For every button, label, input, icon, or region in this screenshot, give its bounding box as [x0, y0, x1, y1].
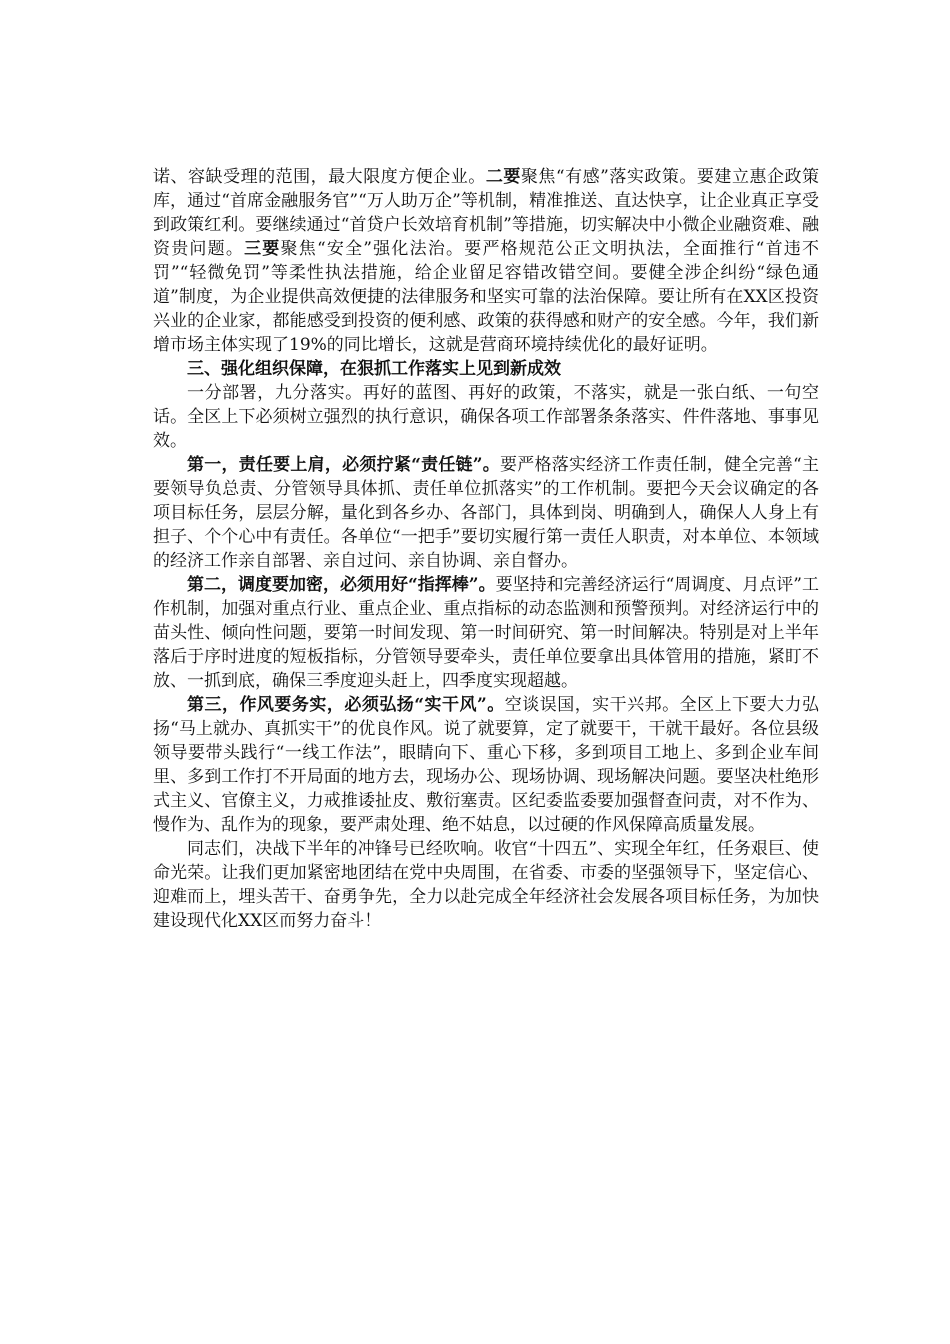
paragraph-text: 空谈误国，实干兴邦。全区上下要大力弘扬“马上就办、真抓实干”的优良作风。说了就要算，定了就要干，干就干最好。各位县级领导要带头践行“一线工作法”，眼睛向下、重心下移，多到项目工地上、多到企业车间里、多到工作打不开局面的地方去，现场办公、现场协调、现场解决问题。要坚决杜绝形式主义、官僚主义，力戒推诿扯皮、敷衍塞责。区纪委监委要加强督查问责，对不作为、慢作为、乱作为的现象，要严肃处理、绝不姑息，以过硬的作风保障高质量发展。: [153, 695, 819, 835]
paragraph-text: 诺、容缺受理的范围，最大限度方便企业。: [153, 167, 486, 187]
bold-marker-second: 二要: [485, 167, 521, 187]
bold-marker-third: 三要: [244, 239, 281, 259]
document-body: [153, 165, 819, 933]
paragraph-policy-continuation: [153, 165, 819, 357]
point-heading: 第二，调度要加密，必须用好“指挥棒”。: [187, 575, 496, 595]
paragraph-first-point: [153, 453, 819, 573]
paragraph-intro: 一分部署，九分落实。再好的蓝图、再好的政策，不落实，就是一张白纸、一句空话。全区上下必须树立强烈的执行意识，确保各项工作部署条条落实、件件落地、事事见效。: [153, 383, 819, 451]
section-heading-3: 三、强化组织保障，在狠抓工作落实上见到新成效: [187, 359, 561, 379]
point-heading: 第三，作风要务实，必须弘扬“实干风”。: [187, 695, 505, 715]
paragraph-third-point: [153, 693, 819, 837]
paragraph-text: 要坚持和完善经济运行“周调度、月点评”工作机制，加强对重点行业、重点企业、重点指标的动态监测和预警预判。对经济运行中的苗头性、倾向性问题，要第一时间发现、第一时间研究、第一时间解决。特别是对上半年落后于序时进度的短板指标，分管领导要牵头，责任单位要拿出具体管用的措施，紧盯不放、一抓到底，确保三季度迎头赶上，四季度实现超越。: [153, 575, 819, 691]
paragraph-closing: 同志们，决战下半年的冲锋号已经吹响。收官“十四五”、实现全年红，任务艰巨、使命光荣。让我们更加紧密地团结在党中央周围，在省委、市委的坚强领导下，坚定信心、迎难而上，埋头苦干、奋勇争先，全力以赴完成全年经济社会发展各项目标任务，为加快建设现代化XX区而努力奋斗！: [153, 839, 819, 931]
paragraph-text: 聚焦“安全”强化法治。要严格规范公正文明执法，全面推行“首违不罚”“轻微免罚”等柔性执法措施，给企业留足容错改错空间。要健全涉企纠纷“绿色通道”制度，为企业提供高效便捷的法律服务和坚实可靠的法治保障。要让所有在XX区投资兴业的企业家，都能感受到投资的便利感、政策的获得感和财产的安全感。今年，我们新增市场主体实现了19%的同比增长，这就是营商环境持续优化的最好证明。: [153, 239, 820, 355]
paragraph-text: 要严格落实经济工作责任制，健全完善“主要领导负总责、分管领导具体抓、责任单位抓落实”的工作机制。要把今天会议确定的各项目标任务，层层分解，量化到各乡办、各部门，具体到岗、明确到人，确保人人身上有担子、个个心中有责任。各单位“一把手”要切实履行第一责任人职责，对本单位、本领域的经济工作亲自部署、亲自过问、亲自协调、亲自督办。: [153, 455, 819, 571]
paragraph-second-point: [153, 573, 819, 693]
paragraph-text: 聚焦“有感”落实政策。要建立惠企政策库，通过“首席金融服务官”“万人助万企”等机制，精准推送、直达快享，让企业真正享受到政策红利。要继续通过“首贷户长效培育机制”等措施，切实解决中小微企业融资难、融资贵问题。: [153, 167, 820, 259]
point-heading: 第一，责任要上肩，必须拧紧“责任链”。: [187, 455, 501, 475]
